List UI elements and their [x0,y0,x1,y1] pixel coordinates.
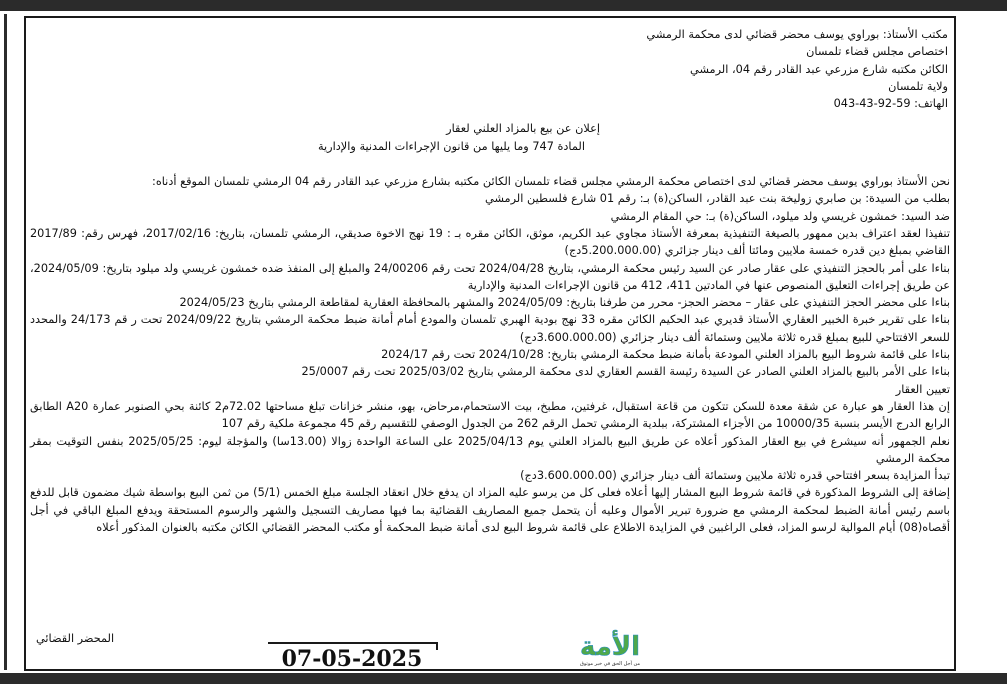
newspaper-logo [548,628,672,668]
spacer [30,112,950,120]
logo-tagline: من أجل الحق في خبر موثوق [579,661,641,667]
paragraph-intro: نحن الأستاذ بوراوي يوسف محضر قضائي لدى اختصاص محكمة الرمشي مجلس قضاء تلمسان الكائن مكتبه بشارع مزرعي عبد القادر رقم 04 الرمشي تلمسان الموقع أدناه: [152,175,950,189]
date-box-corner [436,642,438,650]
bailiff-header [30,26,950,112]
publication-date [268,642,436,670]
header-address-line: الكائن مكتبه شارع مزرعي عبد القادر رقم 04، الرمشي [690,62,948,76]
spacer [30,155,950,173]
paragraph-opening-price: تبدأ المزايدة بسعر افتتاحي قدره ثلاثة ملايين وستمائة ألف دينار جزائري (3.600.000.00دج) [520,469,950,483]
paragraph-sale-order: بناءا على الأمر بالبيع بالمزاد العلني الصادر عن السيدة رئيسة القسم العقاري لدى محكمة الرمشي بتاريخ 2025/03/02 تحت رقم 25/0007 [301,365,950,379]
paragraph-expert-report: بناءا على تقرير خبرة الخبير العقاري الأستاذ قديري عبد الحكيم الكائن مقره 33 نهج بودية الهبري تلمسان والمودع أمام أمانة ضبط محكمة الرمشي بتاريخ 2024/09/22 تحت ر قم 24/173 والمحدد للسعر الافتتاحي للبيع بمبلغ قدره ثلاثة ملايين وستمائة ألف دينار جزائري (3.600.000.00دج) [30,313,950,344]
left-column-rule [4,14,7,670]
signature-label: المحضر القضائي [36,632,115,645]
paragraph-seizure-report: بناءا على محضر الحجز التنفيذي على عقار – محضر الحجز- محرر من طرفنا بتاريخ: 2024/05/09 والمشهر بالمحافظة العقارية لمقاطعة الرمشي بتاريخ 2024/05/23 [179,296,950,310]
bottom-rule [0,673,1007,684]
publication-date-text: 07-05-2025 [281,646,423,672]
paragraph-conditions-list: بناءا على قائمة شروط البيع بالمزاد العلني المودعة بأمانة ضبط محكمة الرمشي بتاريخ: 2024/10/28 تحت رقم 2024/17 [381,348,950,362]
logo-wordmark: الأمة [579,632,641,662]
header-office-line: مكتب الأستاذ: بوراوي يوسف محضر قضائي لدى محكمة الرمشي [646,28,948,41]
announcement-subtitle: المادة 747 وما يليها من قانون الإجراءات المدنية والإدارية [317,139,585,153]
section-heading-property: تعيين العقار [895,382,950,396]
paragraph-property-description: إن هذا العقار هو عبارة عن شقة معدة للسكن تتكون من قاعة استقبال، غرفتين، مطبخ، بيت الاستحمام،مرحاض، بهو، منشر خزانات تبلغ مساحتها 72.02م2 كائنة بحي الصنوبر عمارة A20 الطابق الرابع الدرج الأيسر بنسبة 10000/35 من الأجزاء المشتركة، ببلدية الرمشي تحمل الرقم 262 من الجدول الوصفي للتقسيم رقم 45 مجموعة ملكية رقم 107 [30,399,950,431]
header-phone-line: الهاتف: 59-92-43-043 [833,97,948,111]
paragraph-defendant: ضد السيد: خمشون غريسي ولد ميلود، الساكن(ة) بـ: حي المقام الرمشي [610,209,950,223]
header-jurisdiction-line: اختصاص مجلس قضاء تلمسان [806,45,948,59]
paragraph-requester: بطلب من السيدة: بن صابري زوليخة بنت عبد القادر، الساكن(ة) بـ: رقم 01 شارع فلسطين الرمشي [485,192,950,206]
notice-content [30,26,950,536]
paragraph-seizure-order: بناءا على أمر بالحجز التنفيذي على عقار صادر عن السيد رئيس محكمة الرمشي، بتاريخ 2024/04/28 تحت رقم 24/00206 والمبلغ إلى المنفذ ضده خمشون غريسي ولد ميلود بتاريخ: 2024/05/09، عن طريق إجراءات التعليق المنصوص عنها في المادتين 411، 412 من قانون الإجراءات المدنية والإدارية [30,261,950,292]
paragraph-payment-terms: إضافة إلى الشروط المذكورة في قائمة شروط البيع المشار إليها أعلاه فعلى كل من يرسو عليه المزاد ان يدفع خلال انعقاد الجلسة مبلغ الخمس (5/1) من ثمن البيع بواسطة شيك مضمون قابل للدفع باسم رئيس أمانة الضبط لمحكمة الرمشي مع ضرورة تبرير الأموال وعليه أن يتحمل جميع المصاريف القضائية بما فيها مصاريف التسجيل والشهر والرسوم المستحقة ويدفع المبلغ الباقي في أجل أقصاه(08) أيام الموالية لرسو المزاد، فعلى الراغبين في المزايدة الاطلاع على قائمة شروط البيع لدى أمانة ضبط المحكمة أو مكتب المحضر القضائي الكائن مكتبه بالعنوان المذكور أعلاه [30,486,950,535]
header-province-line: ولاية تلمسان [888,79,948,93]
top-rule [0,0,1007,11]
announcement-title: إعلان عن بيع بالمزاد العلني لعقار [446,122,600,136]
paragraph-execution: تنفيذا لعقد اعتراف بدين ممهور بالصيغة التنفيذية بمعرفة الأستاذ مجاوي عبد الكريم، موثق، الكائن مقره بـ : 19 نهج الاخوة صديقي، الرمشي تلمسان، بتاريخ: 2017/02/16، فهرس رقم: 2017/89 القاضي بمبلغ دين قدره خمسة ملايين ومائتا ألف دينار جزائري (5.200.000.00دج) [30,226,950,258]
paragraph-auction-date: نعلم الجمهور أنه سيشرع في بيع العقار المذكور أعلاه عن طريق البيع بالمزاد العلني يوم 2025/04/13 على الساعة الواحدة زوالا (13.00سا) والمؤجلة ليوم: 2025/05/25 بنفس التوقيت بمقر محكمة الرمشي [30,434,951,465]
